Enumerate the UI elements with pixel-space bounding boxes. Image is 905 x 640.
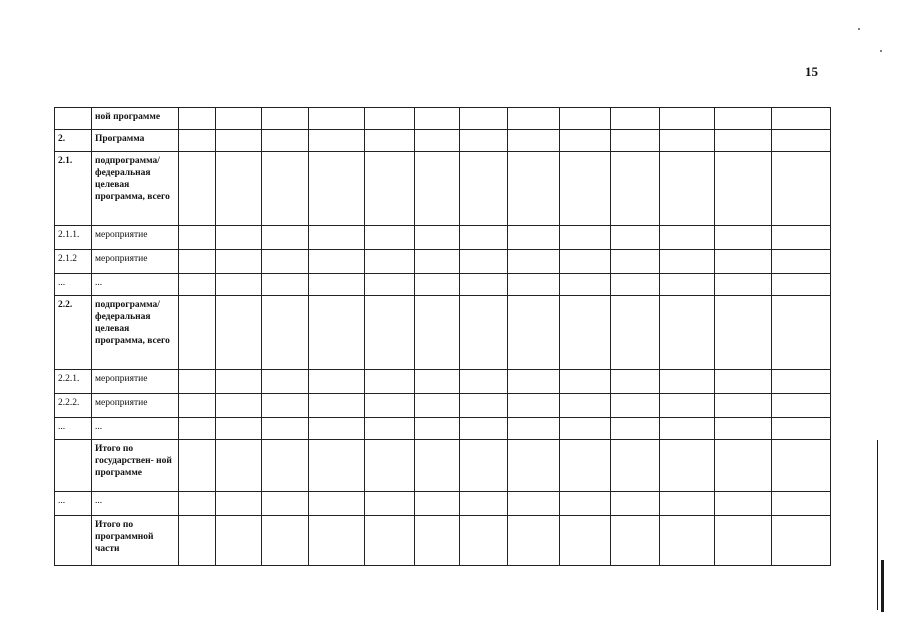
empty-value-cell: [715, 226, 772, 250]
empty-value-cell: [179, 226, 216, 250]
table-body: [55, 108, 831, 566]
empty-value-cell: [262, 274, 309, 296]
row-number-cell: 2.2.: [55, 296, 92, 370]
empty-value-cell: [262, 250, 309, 274]
empty-value-cell: [262, 152, 309, 226]
empty-value-cell: [262, 130, 309, 152]
empty-value-cell: [611, 152, 660, 226]
empty-value-cell: [309, 226, 365, 250]
empty-value-cell: [415, 440, 460, 492]
empty-value-cell: [460, 394, 508, 418]
empty-value-cell: [660, 130, 715, 152]
empty-value-cell: [611, 274, 660, 296]
empty-value-cell: [216, 130, 262, 152]
empty-value-cell: [508, 250, 560, 274]
empty-value-cell: [262, 108, 309, 130]
empty-value-cell: [179, 152, 216, 226]
empty-value-cell: [365, 418, 415, 440]
empty-value-cell: [415, 152, 460, 226]
empty-value-cell: [262, 296, 309, 370]
empty-value-cell: [715, 274, 772, 296]
empty-value-cell: [715, 418, 772, 440]
empty-value-cell: [309, 394, 365, 418]
empty-value-cell: [508, 440, 560, 492]
empty-value-cell: [179, 492, 216, 516]
page-number: 15: [805, 64, 818, 79]
empty-value-cell: [365, 296, 415, 370]
empty-value-cell: [715, 394, 772, 418]
empty-value-cell: [460, 274, 508, 296]
row-label-cell: мероприятие: [92, 370, 179, 394]
empty-value-cell: [179, 108, 216, 130]
row-number-cell: ...: [55, 492, 92, 516]
empty-value-cell: [715, 492, 772, 516]
table-row: [55, 130, 831, 152]
empty-value-cell: [179, 250, 216, 274]
empty-value-cell: [179, 296, 216, 370]
empty-value-cell: [660, 250, 715, 274]
empty-value-cell: [309, 370, 365, 394]
empty-value-cell: [508, 418, 560, 440]
empty-value-cell: [309, 492, 365, 516]
empty-value-cell: [415, 418, 460, 440]
empty-value-cell: [508, 394, 560, 418]
empty-value-cell: [611, 370, 660, 394]
row-number-cell: ...: [55, 418, 92, 440]
row-number-cell: 2.2.1.: [55, 370, 92, 394]
row-label-cell: подпрограмма/ федеральная целевая программа, всего: [92, 152, 179, 226]
empty-value-cell: [460, 440, 508, 492]
scan-edge-mark: [877, 440, 878, 610]
empty-value-cell: [179, 418, 216, 440]
row-number-cell: 2.1.1.: [55, 226, 92, 250]
empty-value-cell: [262, 370, 309, 394]
empty-value-cell: [216, 274, 262, 296]
empty-value-cell: [560, 274, 611, 296]
table-row: [55, 440, 831, 492]
row-label-cell: ...: [92, 492, 179, 516]
table-row: [55, 274, 831, 296]
empty-value-cell: [179, 440, 216, 492]
empty-value-cell: [660, 274, 715, 296]
row-label-cell: мероприятие: [92, 394, 179, 418]
empty-value-cell: [460, 296, 508, 370]
empty-value-cell: [262, 516, 309, 566]
empty-value-cell: [660, 370, 715, 394]
empty-value-cell: [772, 296, 831, 370]
empty-value-cell: [560, 226, 611, 250]
empty-value-cell: [715, 440, 772, 492]
table-row: [55, 370, 831, 394]
empty-value-cell: [715, 250, 772, 274]
empty-value-cell: [365, 370, 415, 394]
empty-value-cell: [460, 492, 508, 516]
empty-value-cell: [560, 250, 611, 274]
row-number-cell: 2.: [55, 130, 92, 152]
empty-value-cell: [309, 108, 365, 130]
empty-value-cell: [660, 418, 715, 440]
table-row: [55, 250, 831, 274]
empty-value-cell: [508, 516, 560, 566]
empty-value-cell: [262, 492, 309, 516]
empty-value-cell: [611, 418, 660, 440]
empty-value-cell: [560, 516, 611, 566]
empty-value-cell: [772, 418, 831, 440]
empty-value-cell: [772, 274, 831, 296]
empty-value-cell: [415, 274, 460, 296]
empty-value-cell: [772, 130, 831, 152]
empty-value-cell: [309, 296, 365, 370]
empty-value-cell: [560, 296, 611, 370]
empty-value-cell: [415, 394, 460, 418]
empty-value-cell: [772, 440, 831, 492]
empty-value-cell: [660, 516, 715, 566]
empty-value-cell: [611, 440, 660, 492]
empty-value-cell: [508, 152, 560, 226]
empty-value-cell: [715, 516, 772, 566]
empty-value-cell: [216, 152, 262, 226]
empty-value-cell: [508, 296, 560, 370]
empty-value-cell: [660, 226, 715, 250]
empty-value-cell: [460, 130, 508, 152]
empty-value-cell: [772, 516, 831, 566]
empty-value-cell: [415, 250, 460, 274]
empty-value-cell: [179, 516, 216, 566]
empty-value-cell: [262, 394, 309, 418]
empty-value-cell: [415, 370, 460, 394]
empty-value-cell: [365, 394, 415, 418]
empty-value-cell: [309, 130, 365, 152]
row-label-cell: подпрограмма/ федеральная целевая программа, всего: [92, 296, 179, 370]
empty-value-cell: [216, 250, 262, 274]
empty-value-cell: [365, 226, 415, 250]
empty-value-cell: [309, 418, 365, 440]
table-row: [55, 492, 831, 516]
empty-value-cell: [772, 370, 831, 394]
empty-value-cell: [309, 516, 365, 566]
empty-value-cell: [415, 108, 460, 130]
scan-speck: [880, 50, 882, 52]
empty-value-cell: [179, 394, 216, 418]
empty-value-cell: [309, 152, 365, 226]
empty-value-cell: [611, 394, 660, 418]
empty-value-cell: [365, 274, 415, 296]
table-row: [55, 226, 831, 250]
table-row: [55, 394, 831, 418]
empty-value-cell: [508, 108, 560, 130]
empty-value-cell: [560, 440, 611, 492]
empty-value-cell: [560, 492, 611, 516]
scan-speck: [858, 28, 860, 30]
row-number-cell: [55, 108, 92, 130]
empty-value-cell: [508, 492, 560, 516]
row-number-cell: 2.1.2: [55, 250, 92, 274]
empty-value-cell: [460, 418, 508, 440]
empty-value-cell: [179, 274, 216, 296]
empty-value-cell: [365, 130, 415, 152]
empty-value-cell: [508, 226, 560, 250]
row-number-cell: [55, 440, 92, 492]
table-row: [55, 108, 831, 130]
empty-value-cell: [460, 516, 508, 566]
row-label-cell: ной программе: [92, 108, 179, 130]
empty-value-cell: [216, 226, 262, 250]
empty-value-cell: [262, 440, 309, 492]
empty-value-cell: [216, 492, 262, 516]
empty-value-cell: [611, 492, 660, 516]
empty-value-cell: [560, 370, 611, 394]
row-label-cell: Итого по программной части: [92, 516, 179, 566]
empty-value-cell: [415, 226, 460, 250]
empty-value-cell: [560, 152, 611, 226]
empty-value-cell: [611, 226, 660, 250]
empty-value-cell: [460, 226, 508, 250]
empty-value-cell: [460, 108, 508, 130]
empty-value-cell: [715, 370, 772, 394]
empty-value-cell: [560, 130, 611, 152]
row-number-cell: 2.1.: [55, 152, 92, 226]
empty-value-cell: [365, 108, 415, 130]
empty-value-cell: [365, 250, 415, 274]
empty-value-cell: [660, 440, 715, 492]
empty-value-cell: [772, 492, 831, 516]
empty-value-cell: [508, 130, 560, 152]
empty-value-cell: [660, 492, 715, 516]
empty-value-cell: [309, 440, 365, 492]
empty-value-cell: [560, 108, 611, 130]
empty-value-cell: [611, 250, 660, 274]
row-label-cell: Итого по государствен- ной программе: [92, 440, 179, 492]
empty-value-cell: [415, 296, 460, 370]
empty-value-cell: [772, 250, 831, 274]
empty-value-cell: [365, 152, 415, 226]
empty-value-cell: [415, 130, 460, 152]
empty-value-cell: [460, 250, 508, 274]
empty-value-cell: [660, 394, 715, 418]
empty-value-cell: [611, 516, 660, 566]
empty-value-cell: [262, 226, 309, 250]
row-label-cell: ...: [92, 418, 179, 440]
scan-edge-mark: [881, 560, 884, 612]
row-label-cell: ...: [92, 274, 179, 296]
empty-value-cell: [216, 440, 262, 492]
empty-value-cell: [262, 418, 309, 440]
empty-value-cell: [660, 296, 715, 370]
empty-value-cell: [560, 394, 611, 418]
empty-value-cell: [611, 130, 660, 152]
empty-value-cell: [460, 152, 508, 226]
row-label-cell: Программа: [92, 130, 179, 152]
row-number-cell: 2.2.2.: [55, 394, 92, 418]
empty-value-cell: [660, 108, 715, 130]
empty-value-cell: [560, 418, 611, 440]
row-number-cell: ...: [55, 274, 92, 296]
empty-value-cell: [772, 226, 831, 250]
budget-table: [54, 107, 831, 566]
empty-value-cell: [415, 516, 460, 566]
empty-value-cell: [179, 370, 216, 394]
empty-value-cell: [772, 394, 831, 418]
empty-value-cell: [216, 108, 262, 130]
table-row: [55, 418, 831, 440]
empty-value-cell: [508, 370, 560, 394]
empty-value-cell: [216, 394, 262, 418]
empty-value-cell: [365, 492, 415, 516]
empty-value-cell: [309, 274, 365, 296]
empty-value-cell: [715, 130, 772, 152]
empty-value-cell: [715, 108, 772, 130]
table-row: [55, 152, 831, 226]
empty-value-cell: [611, 108, 660, 130]
empty-value-cell: [715, 152, 772, 226]
empty-value-cell: [365, 516, 415, 566]
table-row: [55, 516, 831, 566]
row-label-cell: мероприятие: [92, 250, 179, 274]
empty-value-cell: [216, 516, 262, 566]
empty-value-cell: [660, 152, 715, 226]
empty-value-cell: [715, 296, 772, 370]
empty-value-cell: [508, 274, 560, 296]
row-number-cell: [55, 516, 92, 566]
row-label-cell: мероприятие: [92, 226, 179, 250]
empty-value-cell: [179, 130, 216, 152]
table-row: [55, 296, 831, 370]
empty-value-cell: [772, 152, 831, 226]
empty-value-cell: [216, 370, 262, 394]
empty-value-cell: [415, 492, 460, 516]
empty-value-cell: [216, 296, 262, 370]
empty-value-cell: [460, 370, 508, 394]
empty-value-cell: [216, 418, 262, 440]
empty-value-cell: [611, 296, 660, 370]
empty-value-cell: [365, 440, 415, 492]
empty-value-cell: [309, 250, 365, 274]
empty-value-cell: [772, 108, 831, 130]
